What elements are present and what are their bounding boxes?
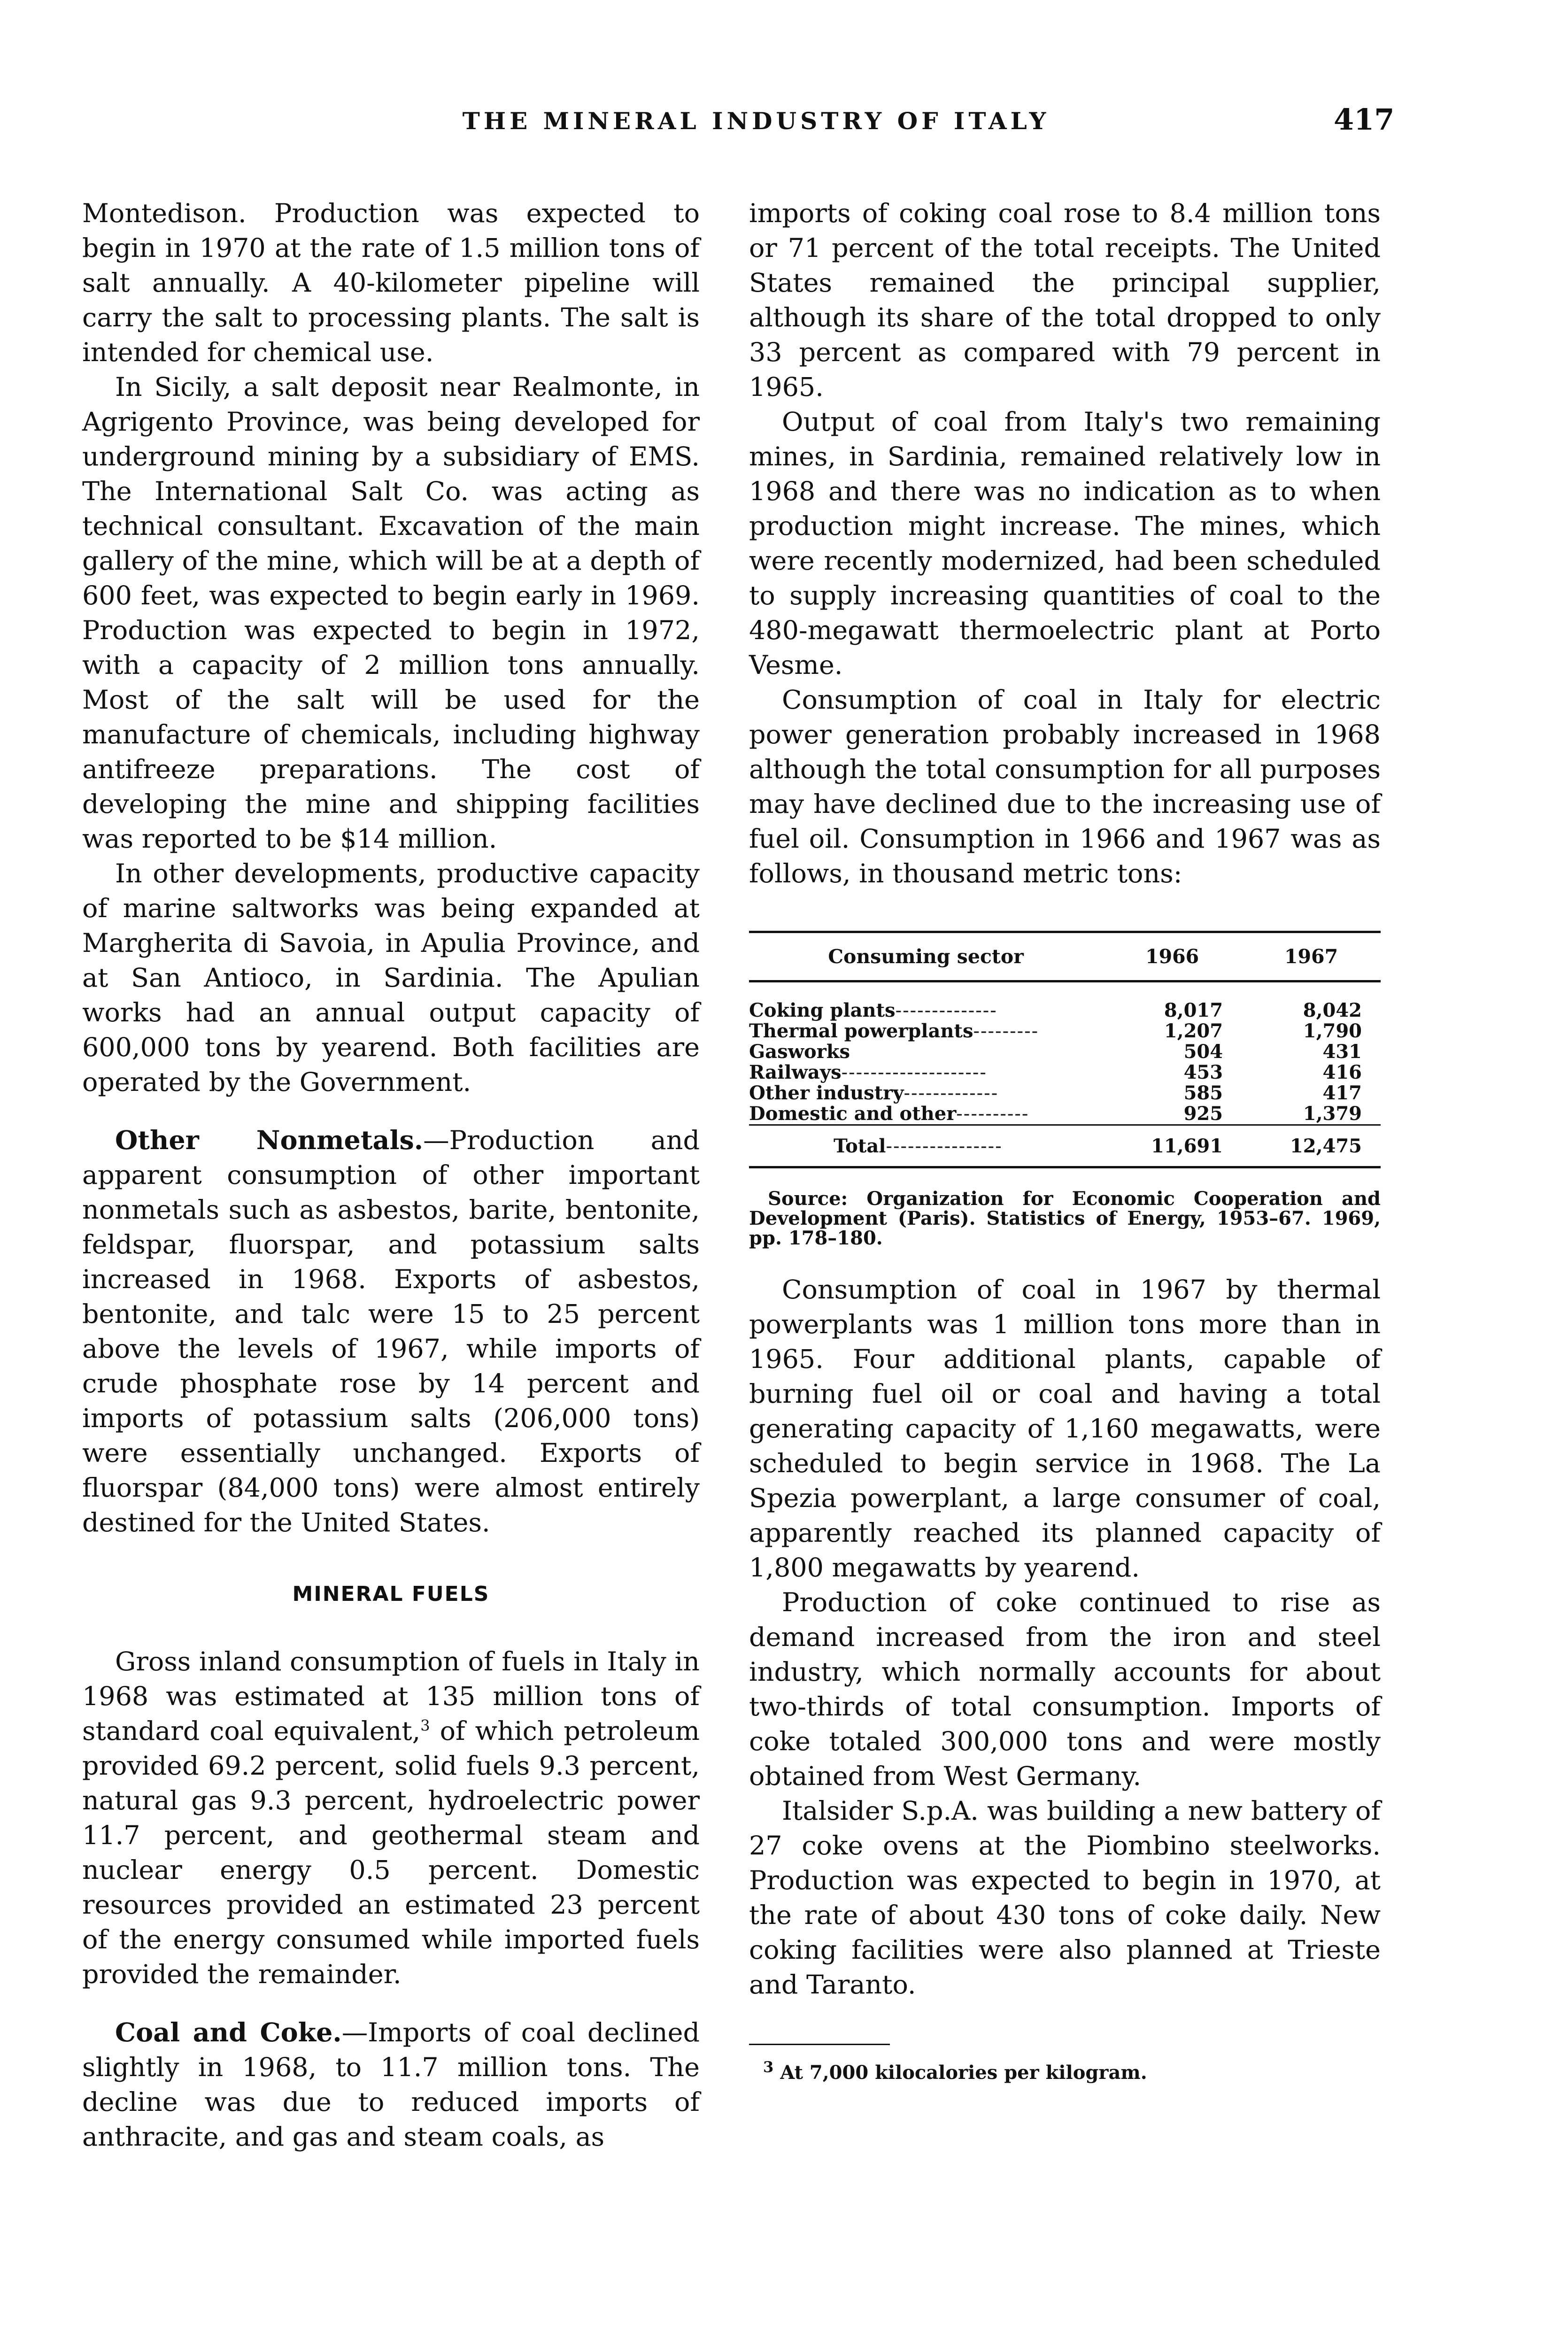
paragraph-text: —Production and apparent consumption of other important nonmetals such as asbestos, barite, bentonite, feldspar, fluorspar, and potassium salts increased in 1968. Exports of asbestos, bentonite, and talc were 15 to 25 percent above the levels of 1967, while imports of crude phosphate rose by 14 percent and imports of potassium salts (206,000 tons) were essentially unchanged. Exports of fluorspar (84,000 tons) were almost entirely destined for the United States. (82, 1125, 700, 1538)
footnote-marker: 3 (763, 2058, 774, 2076)
table-cell (749, 1021, 1103, 1042)
leader-dots: --------- (973, 1020, 1039, 1042)
table-cell: 417 (1322, 1082, 1362, 1104)
running-title: THE MINERAL INDUSTRY OF ITALY (462, 107, 1050, 135)
paragraph: Consumption of coal in 1967 by thermal powerplants was 1 million tons more than in 1965. Four additional plants, capable of burning fuel oil or coal and having a total generating capacity of 1,160 megawatts, were scheduled to begin service in 1968. The La Spezia powerplant, a large consumer of coal, apparently reached its planned capacity of 1,800 megawatts by yearend. (749, 1274, 1381, 1583)
table-cell: 431 (1322, 1041, 1362, 1063)
table-cell (749, 1125, 1103, 1167)
table-cell: 8,017 (1164, 999, 1223, 1021)
sector-label: Railways (749, 1061, 842, 1083)
table-cell (749, 1042, 1103, 1062)
table-row (749, 1062, 1381, 1083)
table-cell: 453 (1183, 1061, 1223, 1083)
paragraph: Italsider S.p.A. was building a new battery of 27 coke ovens at the Piombino steelworks. Production was expected to begin in 1970, at the rate of about 430 tons of coke daily. New coking facilities were also planned at Trieste and Taranto. (749, 1796, 1381, 2000)
paragraph: Output of coal from Italy's two remaining mines, in Sardinia, remained relatively low in 1968 and there was no indication as to when production might increase. The mines, which were recently modernized, had been scheduled to supply increasing quantities of coal to the 480-megawatt thermoelectric plant at Porto Vesme. (749, 407, 1381, 680)
table-row (749, 1021, 1381, 1042)
running-head (0, 102, 1568, 145)
table-row (749, 981, 1381, 1021)
paragraph: In other developments, productive capacity of marine saltworks was being expanded at Margherita di Savoia, in Apulia Province, and at San Antioco, in Sardinia. The Apulian works had an annual output capacity of 600,000 tons by yearend. Both facilities are operated by the Government. (82, 858, 700, 1097)
table-cell: 11,691 (1103, 1125, 1242, 1167)
table-cell (749, 981, 1103, 1021)
paragraph-text: —Imports of coal declined slightly in 1968, to 11.7 million tons. The decline was due to reduced imports of anthracite, and gas and steam coals, as (82, 2017, 700, 2152)
table-cell: 12,475 (1242, 1125, 1381, 1167)
total-label: Total (834, 1135, 886, 1157)
leader-dots: -------------------- (841, 1062, 987, 1083)
column-header: 1967 (1242, 932, 1381, 981)
paragraph-text: Gross inland consumption of fuels in Italy in 1968 was estimated at 135 million tons of standard coal equivalent, (82, 1646, 700, 1746)
leader-dots: ---------------- (886, 1135, 1003, 1157)
page-number: 417 (1334, 102, 1395, 137)
left-column (82, 196, 700, 2155)
sector-label: Other industry (749, 1082, 904, 1104)
leader-dots: ------------- (904, 1082, 999, 1104)
footnote-divider (749, 2044, 890, 2045)
sector-label: Domestic and other (749, 1103, 957, 1125)
paragraph: Consumption of coal in Italy for electric power generation probably increased in 1968 although the total consumption for all purposes may have declined due to the increasing use of fuel oil. Consumption in 1966 and 1967 was as follows, in thousand metric tons: (749, 685, 1381, 889)
table-row (749, 1042, 1381, 1062)
paragraph: Production of coke continued to rise as demand increased from the iron and steel industry, which normally accounts for about two-thirds of total consumption. Imports of coke totaled 300,000 tons and were mostly obtained from West Germany. (749, 1587, 1381, 1792)
paragraph-text: of which petroleum provided 69.2 percent, solid fuels 9.3 percent, natural gas 9.3 percent, hydroelectric power 11.7 percent, and geothermal steam and nuclear energy 0.5 percent. Domestic resources provided an estimated 23 percent of the energy consumed while imported fuels provided the remainder. (82, 1716, 700, 1990)
sector-label: Coking plants (749, 999, 896, 1021)
column-header: 1966 (1103, 932, 1242, 981)
right-column (749, 196, 1381, 2090)
table-source-note: Source: Organization for Economic Cooperation and Development (Paris). Statistics of Energy, 1953–67. 1969, pp. 178–180. (749, 1188, 1381, 1249)
column-header: Consuming sector (749, 932, 1103, 981)
table-cell: 1,379 (1303, 1103, 1362, 1125)
run-in-heading: Other Nonmetals. (115, 1125, 424, 1156)
paragraph (82, 1123, 700, 1540)
table-header-row (749, 932, 1381, 981)
table-row (749, 1104, 1381, 1125)
table-cell: 1,207 (1164, 1020, 1223, 1042)
leader-dots: ---------- (956, 1103, 1029, 1125)
paragraph (82, 2016, 700, 2155)
footnote (749, 2055, 1381, 2090)
table-cell: 1,790 (1303, 1020, 1362, 1042)
table-cell (749, 1104, 1103, 1125)
table-total-row (749, 1125, 1381, 1167)
leader-dots: -------------- (895, 1000, 997, 1021)
table-cell (749, 1062, 1103, 1083)
run-in-heading: Coal and Coke. (115, 2017, 342, 2048)
table-row (749, 1083, 1381, 1104)
footnote-text: At 7,000 kilocalories per kilogram. (773, 2062, 1147, 2084)
table-cell: 585 (1183, 1082, 1223, 1104)
table (749, 931, 1381, 1168)
table-cell: 8,042 (1303, 999, 1362, 1021)
paragraph: imports of coking coal rose to 8.4 million tons or 71 percent of the total receipts. The United States remained the principal supplier, although its share of the total dropped to only 33 percent as compared with 79 percent in 1965. (749, 198, 1381, 402)
coal-consumption-table (749, 931, 1381, 1248)
paragraph: In Sicily, a salt deposit near Realmonte, in Agrigento Province, was being developed for underground mining by a subsidiary of EMS. The International Salt Co. was acting as technical consultant. Excavation of the main gallery of the mine, which will be at a depth of 600 feet, was expected to begin early in 1969. Production was expected to begin in 1972, with a capacity of 2 million tons annually. Most of the salt will be used for the manufacture of chemicals, including highway antifreeze preparations. The cost of developing the mine and shipping facilities was reported to be $14 million. (82, 372, 700, 854)
sector-label: Thermal powerplants (749, 1020, 973, 1042)
sector-label: Gasworks (749, 1041, 850, 1063)
footnote-marker: 3 (420, 1716, 430, 1735)
table-cell (749, 1083, 1103, 1104)
paragraph (82, 1645, 700, 1992)
table-cell: 925 (1183, 1103, 1223, 1125)
section-heading: MINERAL FUELS (292, 1582, 490, 1606)
table-cell: 504 (1183, 1041, 1223, 1063)
table-cell: 416 (1322, 1061, 1362, 1083)
paragraph: Montedison. Production was expected to begin in 1970 at the rate of 1.5 million tons of salt annually. A 40-kilometer pipeline will carry the salt to processing plants. The salt is intended for chemical use. (82, 198, 700, 368)
